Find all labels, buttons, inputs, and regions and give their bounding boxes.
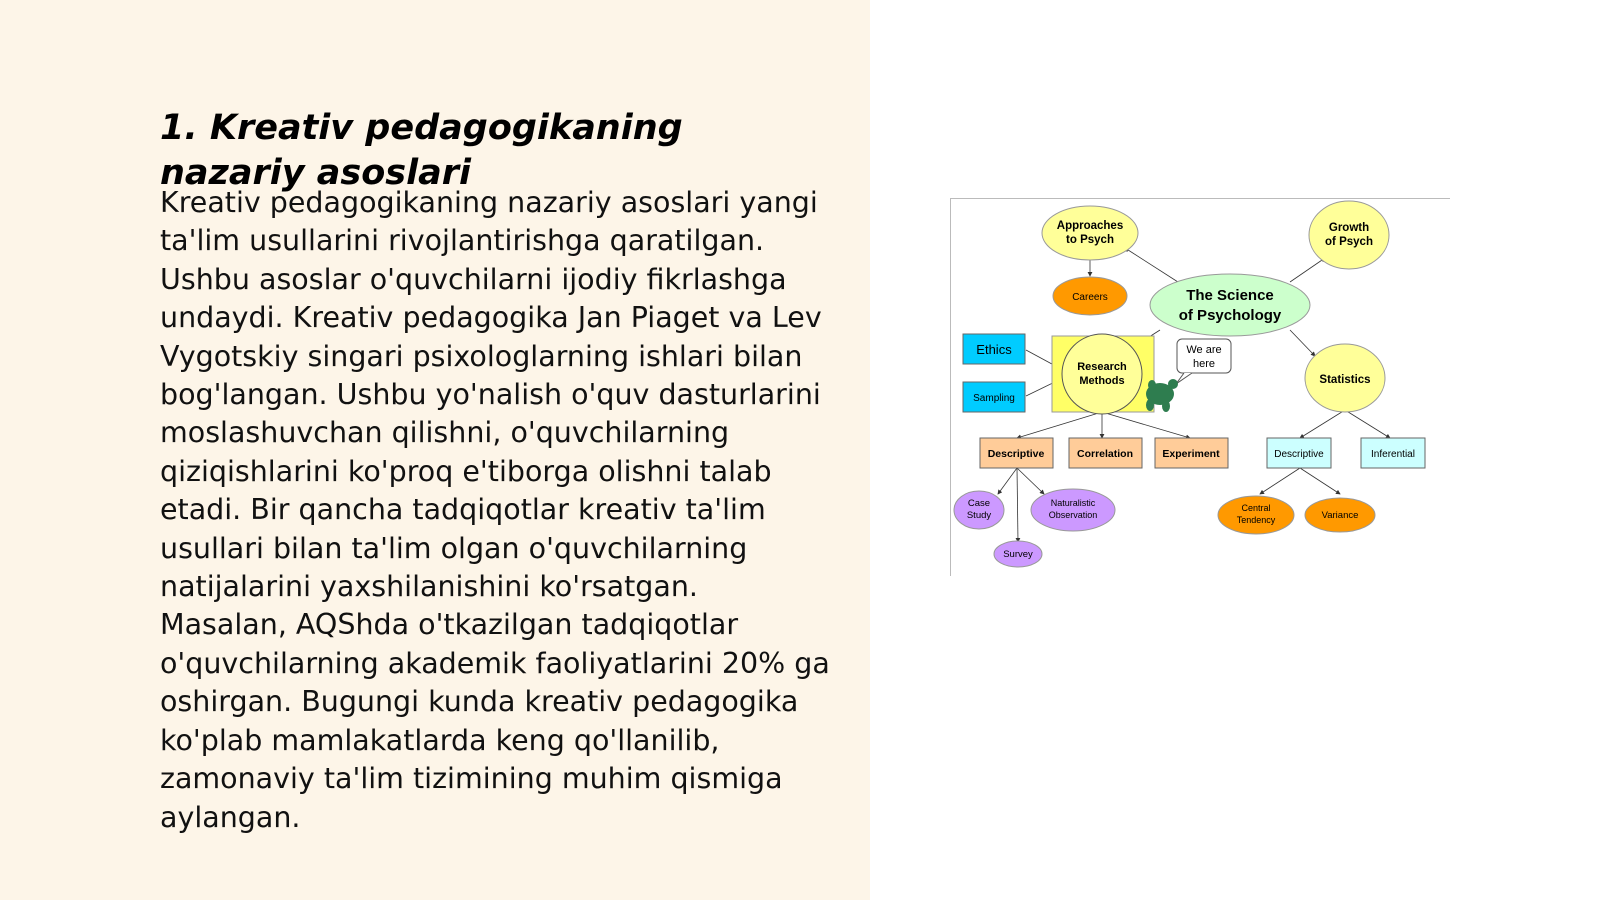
svg-text:Methods: Methods [1079, 375, 1125, 387]
node-correlation [1069, 438, 1142, 468]
svg-text:Growth: Growth [1328, 222, 1370, 234]
svg-text:Observation: Observation [1048, 510, 1098, 520]
psychology-concept-map [950, 198, 1450, 576]
node-case-study [954, 491, 1004, 529]
node-research-methods [1052, 334, 1154, 414]
svg-text:Approaches: Approaches [1056, 220, 1124, 232]
svg-text:Careers: Careers [1072, 292, 1108, 303]
node-ethics [963, 334, 1025, 364]
node-approaches [1042, 206, 1138, 260]
svg-text:Statistics: Statistics [1319, 374, 1371, 386]
svg-text:Study: Study [966, 510, 992, 521]
node-variance [1305, 498, 1375, 532]
svg-text:of Psychology: of Psychology [1178, 307, 1282, 324]
svg-text:Tendency: Tendency [1236, 515, 1276, 525]
svg-text:Experiment: Experiment [1162, 448, 1220, 460]
svg-text:Case: Case [967, 498, 991, 509]
svg-text:of Psych: of Psych [1325, 236, 1373, 248]
svg-text:Correlation: Correlation [1076, 448, 1134, 460]
svg-text:Ethics: Ethics [976, 342, 1012, 357]
svg-text:to Psych: to Psych [1066, 234, 1114, 246]
svg-text:Inferential: Inferential [1371, 449, 1415, 460]
node-central-tendency [1218, 496, 1294, 534]
we-are-here-callout [1176, 339, 1231, 384]
svg-text:Central: Central [1241, 503, 1271, 513]
node-sampling [963, 382, 1025, 412]
svg-text:We are: We are [1186, 344, 1222, 356]
slide-title: 1. Kreativ pedagogikaning nazariy asoslari [160, 108, 683, 193]
svg-text:Naturalistic: Naturalistic [1050, 498, 1096, 508]
node-statistics [1305, 344, 1385, 412]
node-survey [994, 541, 1042, 567]
svg-text:Descriptive: Descriptive [1274, 449, 1324, 460]
node-growth [1309, 201, 1389, 269]
node-experiment [1155, 438, 1228, 468]
slide-body-text: Kreativ pedagogikaning nazariy asoslari yangi ta'lim usullarini rivojlantirishga qaratilgan. Ushbu asoslar o'quvchilarni ijodiy fikrlashga undaydi. Kreativ pedagogika Jan Piaget va Lev Vygotskiy singari psixologlarning ishlari bilan bog'langan. Ushbu yo'nalish o'quv dasturlarini moslashuvchan qilishni, o'quvchilarning qiziqishlarini ko'proq e'tiborga olishni talab etadi. Bir qancha tadqiqotlar kreativ ta'lim usullari bilan ta'lim olgan o'quvchilarning natijalarini yaxshilanishini ko'rsatgan. Masalan, AQShda o'tkazilgan tadqiqotlar o'quvchilarning akademik faoliyatlarini 20% ga oshirgan. Bugungi kunda kreativ pedagogika ko'plab mamlakatlarda keng qo'llanilib, zamonaviy ta'lim tizimining muhim qismiga aylangan. [160, 186, 830, 834]
node-naturalistic-observation [1031, 489, 1115, 531]
svg-text:Research: Research [1077, 361, 1127, 373]
svg-text:The Science: The Science [1186, 287, 1274, 304]
node-descriptive-methods [980, 438, 1053, 468]
svg-text:Survey: Survey [1003, 549, 1033, 560]
svg-text:Sampling: Sampling [973, 393, 1015, 404]
svg-text:Variance: Variance [1321, 510, 1359, 521]
node-science-of-psychology [1150, 274, 1310, 336]
node-inferential [1361, 438, 1425, 468]
turtle-icon [1146, 379, 1178, 412]
svg-text:here: here [1192, 358, 1216, 370]
node-careers [1053, 277, 1127, 315]
svg-text:Descriptive: Descriptive [987, 448, 1045, 460]
node-descriptive-statistics [1267, 438, 1331, 468]
